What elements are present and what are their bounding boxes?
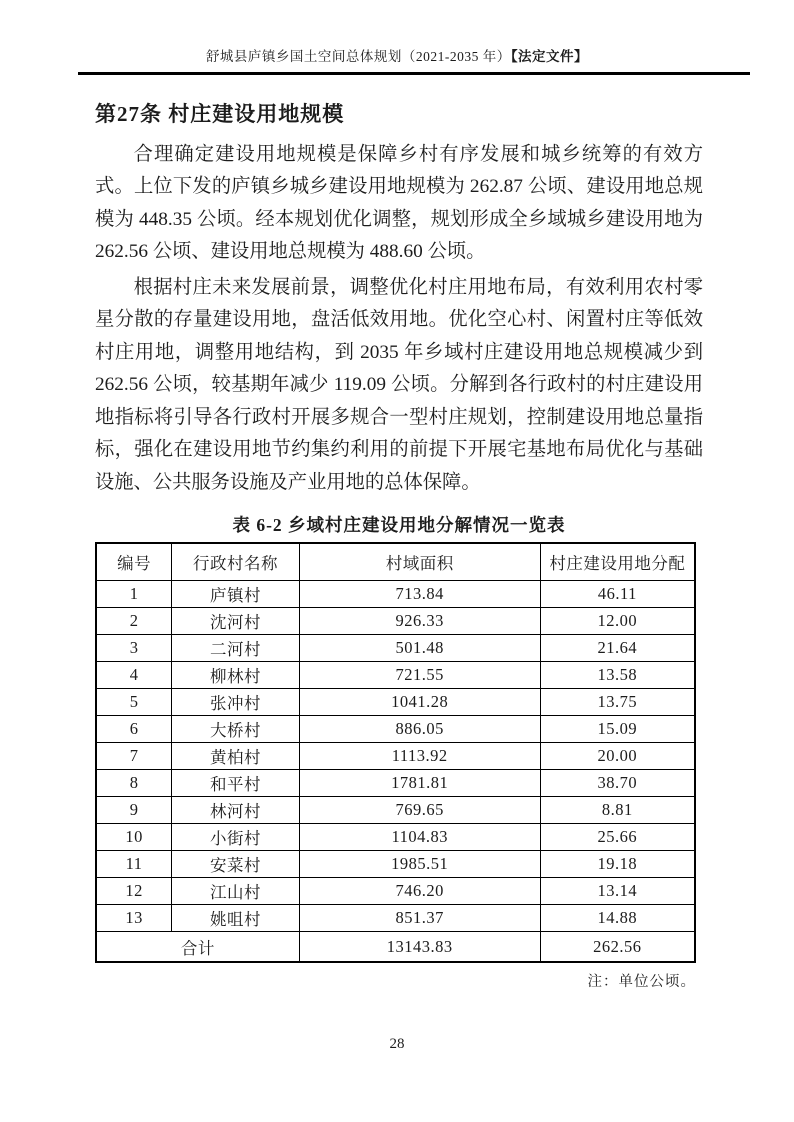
village-name-cell: 大桥村: [172, 716, 300, 743]
table-row: [96, 878, 695, 905]
row-number-cell: 9: [96, 797, 172, 824]
village-area-cell: 1041.28: [299, 689, 540, 716]
village-area-cell: 1985.51: [299, 851, 540, 878]
land-allocation-cell: 12.00: [540, 608, 695, 635]
table-row: [96, 581, 695, 608]
land-allocation-cell: 20.00: [540, 743, 695, 770]
table-title: 表 6-2 乡域村庄建设用地分解情况一览表: [232, 515, 566, 535]
table-note: 注：单位公顷。: [587, 974, 696, 990]
table-header-row: [96, 543, 695, 581]
table-row: [96, 824, 695, 851]
table-row: [96, 608, 695, 635]
row-number-cell: 10: [96, 824, 172, 851]
village-name-cell: 江山村: [172, 878, 300, 905]
land-allocation-cell: 21.64: [540, 635, 695, 662]
row-number-cell: 3: [96, 635, 172, 662]
table-row: [96, 635, 695, 662]
village-area-cell: 721.55: [299, 662, 540, 689]
table-row: [96, 662, 695, 689]
row-number-cell: 11: [96, 851, 172, 878]
row-number-cell: 4: [96, 662, 172, 689]
village-area-cell: 926.33: [299, 608, 540, 635]
table-row: [96, 797, 695, 824]
page-content: [95, 101, 703, 992]
land-allocation-cell: 13.14: [540, 878, 695, 905]
village-name-cell: 林河村: [172, 797, 300, 824]
village-name-cell: 张冲村: [172, 689, 300, 716]
header-rule: [78, 72, 750, 75]
table-row: [96, 770, 695, 797]
col-header-number: 编号: [96, 543, 172, 581]
col-header-land-allocation: 村庄建设用地分配: [540, 543, 695, 581]
village-area-cell: 1104.83: [299, 824, 540, 851]
table-row: [96, 851, 695, 878]
land-allocation-cell: 15.09: [540, 716, 695, 743]
col-header-village-name: 行政村名称: [172, 543, 300, 581]
village-area-cell: 851.37: [299, 905, 540, 932]
table-row: [96, 905, 695, 932]
village-area-cell: 713.84: [299, 581, 540, 608]
village-name-cell: 小街村: [172, 824, 300, 851]
table-total-row: [96, 932, 695, 963]
village-name-cell: 黄柏村: [172, 743, 300, 770]
land-allocation-cell: 8.81: [540, 797, 695, 824]
village-area-cell: 1781.81: [299, 770, 540, 797]
land-allocation-cell: 13.58: [540, 662, 695, 689]
village-name-cell: 柳林村: [172, 662, 300, 689]
running-header: [0, 0, 794, 65]
row-number-cell: 5: [96, 689, 172, 716]
paragraph-1: 合理确定建设用地规模是保障乡村有序发展和城乡统筹的有效方式。上位下发的庐镇乡城乡建设用地规模为 262.87 公顷、建设用地总规模为 448.35 公顷。经本规划优化调整，规划形成全乡域城乡建设用地为 262.56 公顷、建设用地总规模为 488.60 公顷。: [95, 143, 703, 262]
table-row: [96, 743, 695, 770]
village-area-cell: 886.05: [299, 716, 540, 743]
land-allocation-cell: 46.11: [540, 581, 695, 608]
village-name-cell: 二河村: [172, 635, 300, 662]
row-number-cell: 8: [96, 770, 172, 797]
village-area-cell: 769.65: [299, 797, 540, 824]
total-label-cell: 合计: [96, 932, 299, 963]
total-area-cell: 13143.83: [299, 932, 540, 963]
row-number-cell: 6: [96, 716, 172, 743]
land-allocation-cell: 13.75: [540, 689, 695, 716]
running-header-doc-type: 【法定文件】: [510, 49, 589, 64]
article-heading: 第27条 村庄建设用地规模: [95, 101, 345, 126]
village-name-cell: 庐镇村: [172, 581, 300, 608]
land-allocation-cell: 38.70: [540, 770, 695, 797]
table-row: [96, 716, 695, 743]
village-name-cell: 沈河村: [172, 608, 300, 635]
col-header-village-area: 村域面积: [299, 543, 540, 581]
village-area-cell: 501.48: [299, 635, 540, 662]
paragraph-2: 根据村庄未来发展前景，调整优化村庄用地布局，有效利用农村零星分散的存量建设用地，盘活低效用地。优化空心村、闲置村庄等低效村庄用地，调整用地结构，到 2035 年乡域村庄建设用地总规模减少到 262.56 公顷，较基期年减少 119.09 公顷。分解到各行政村的村庄建设用地指标将引导各行政村开展多规合一型村庄规划，控制建设用地总量指标，强化在建设用地节约集约利用的前提下开展宅基地布局优化与基础设施、公共服务设施及产业用地的总体保障。: [95, 276, 703, 493]
row-number-cell: 13: [96, 905, 172, 932]
land-allocation-cell: 25.66: [540, 824, 695, 851]
running-header-title: 舒城县庐镇乡国土空间总体规划（2021-2035 年）: [205, 49, 511, 64]
row-number-cell: 12: [96, 878, 172, 905]
village-land-table: [95, 542, 696, 963]
row-number-cell: 7: [96, 743, 172, 770]
village-name-cell: 和平村: [172, 770, 300, 797]
row-number-cell: 2: [96, 608, 172, 635]
village-area-cell: 1113.92: [299, 743, 540, 770]
total-allocation-cell: 262.56: [540, 932, 695, 963]
village-name-cell: 姚咀村: [172, 905, 300, 932]
row-number-cell: 1: [96, 581, 172, 608]
land-allocation-cell: 19.18: [540, 851, 695, 878]
village-area-cell: 746.20: [299, 878, 540, 905]
land-allocation-cell: 14.88: [540, 905, 695, 932]
table-row: [96, 689, 695, 716]
page-number: 28: [389, 1036, 405, 1052]
village-name-cell: 安菜村: [172, 851, 300, 878]
